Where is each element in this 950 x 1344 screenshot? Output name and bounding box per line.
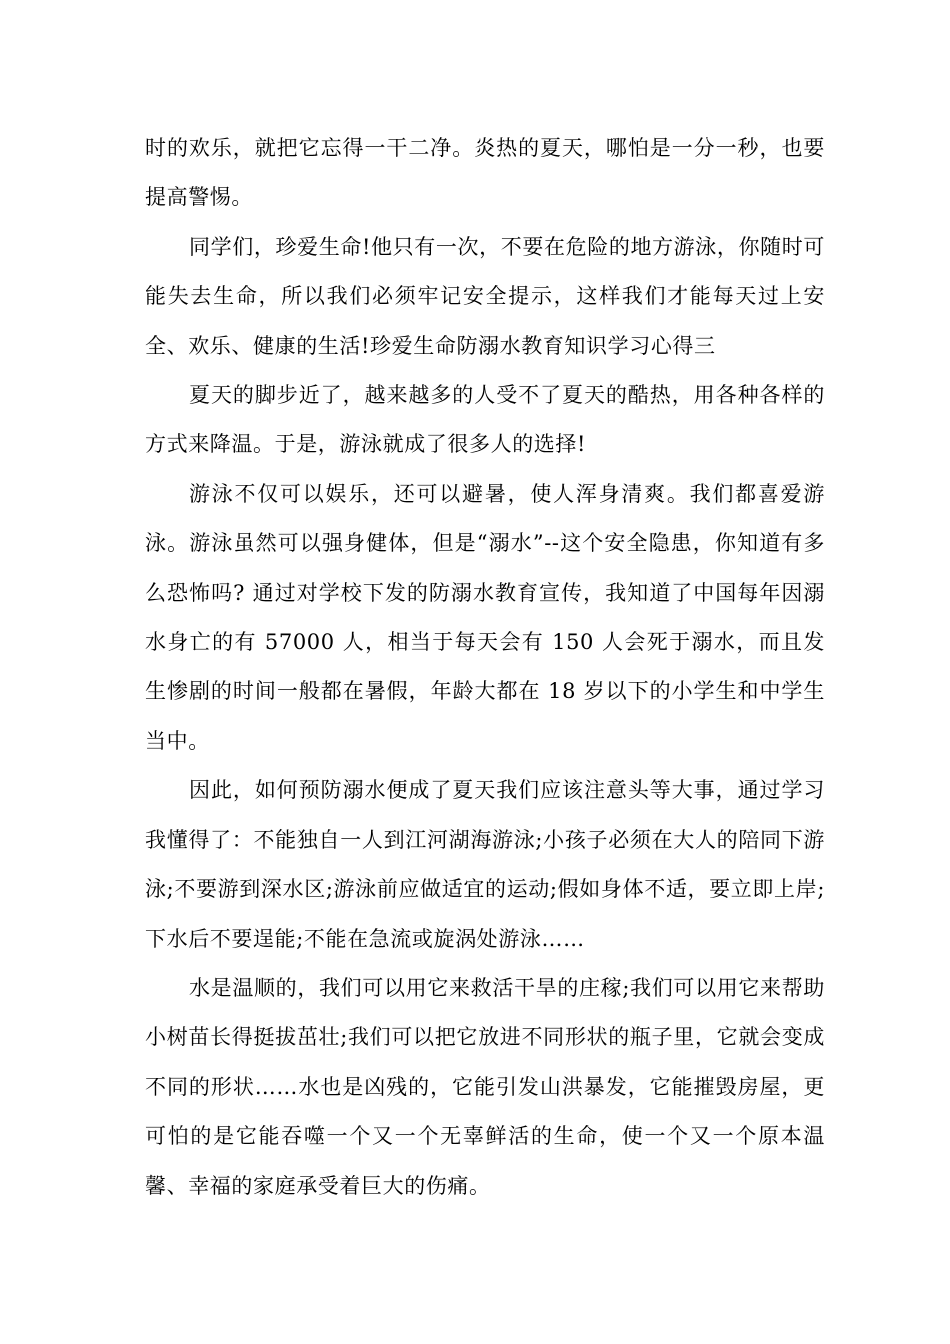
paragraph-6: 水是温顺的，我们可以用它来救活干旱的庄稼;我们可以用它来帮助小树苗长得挺拔茁壮;我们可以把它放进不同形状的瓶子里，它就会变成不同的形状……水也是凶残的，它能引发山洪暴发，它能摧毁房屋，更可怕的是它能吞噬一个又一个无辜鲜活的生命，使一个又一个原本温馨、幸福的家庭承受着巨大的伤痛。 xyxy=(145,975,825,1198)
paragraph-2: 同学们，珍爱生命!他只有一次，不要在危险的地方游泳，你随时可能失去生命，所以我们必须牢记安全提示，这样我们才能每天过上安全、欢乐、健康的生活!珍爱生命防溺水教育知识学习心得三 xyxy=(145,234,825,358)
paragraph-1: 时的欢乐，就把它忘得一干二净。炎热的夏天，哪怕是一分一秒，也要提高警惕。 xyxy=(145,136,825,210)
paragraph-5: 因此，如何预防溺水便成了夏天我们应该注意头等大事，通过学习我懂得了：不能独自一人到江河湖海游泳;小孩子必须在大人的陪同下游泳;不要游到深水区;游泳前应做适宜的运动;假如身体不适，要立即上岸;下水后不要逞能;不能在急流或旋涡处游泳…… xyxy=(145,778,825,951)
paragraph-4: 游泳不仅可以娱乐，还可以避暑，使人浑身清爽。我们都喜爱游泳。游泳虽然可以强身健体，但是“溺水”--这个安全隐患，你知道有多么恐怖吗? 通过对学校下发的防溺水教育宣传，我知道了中国每年因溺水身亡的有 57000 人，相当于每天会有 150 人会死于溺水，而且发生惨剧的时间一般都在暑假，年龄大都在 18 岁以下的小学生和中学生当中。 xyxy=(145,481,825,753)
document-body xyxy=(145,124,825,1211)
paragraph-3: 夏天的脚步近了，越来越多的人受不了夏天的酷热，用各种各样的方式来降温。于是，游泳就成了很多人的选择! xyxy=(145,383,825,457)
